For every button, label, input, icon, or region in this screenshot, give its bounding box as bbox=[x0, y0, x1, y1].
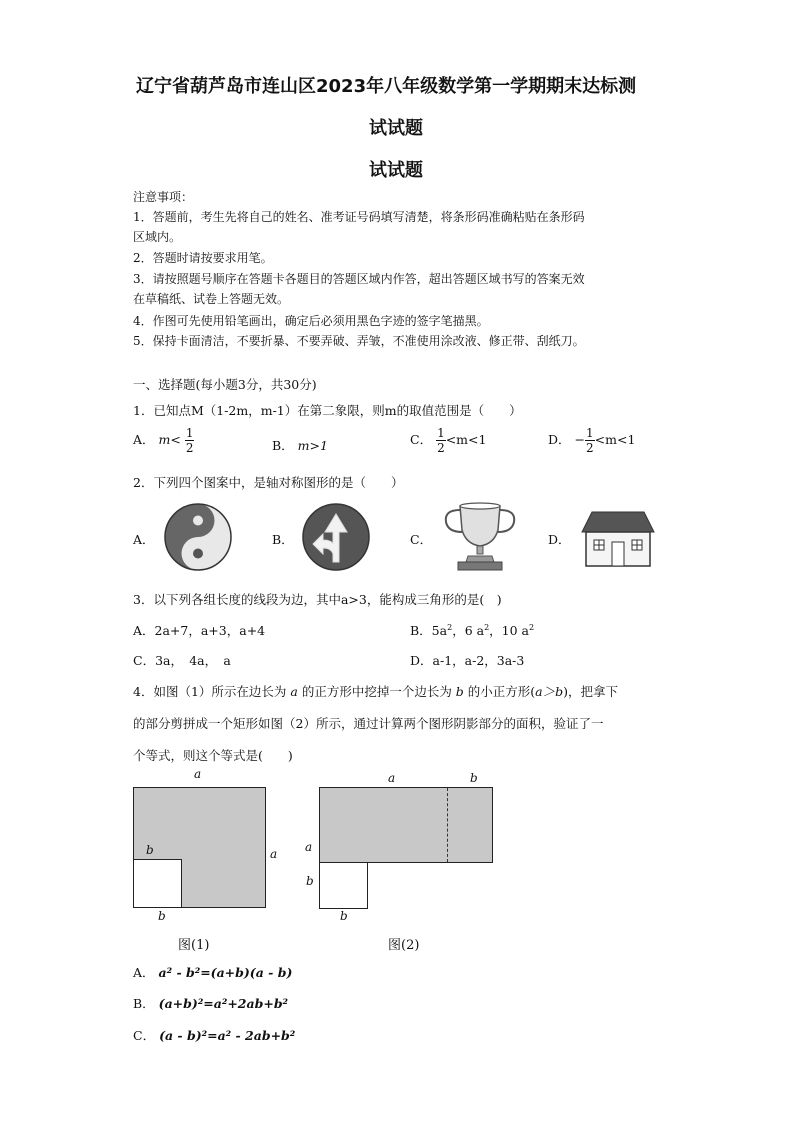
fig2-label-top-b: b bbox=[470, 771, 478, 785]
page-title: 辽宁省葫芦岛市连山区2023年八年级数学第一学期期末达标测 bbox=[136, 76, 637, 97]
q4-option-c: C． (a - b)²=a² - 2ab+b² bbox=[133, 1028, 296, 1043]
fraction: $\frac{1}{2}$ bbox=[586, 426, 594, 455]
q2-label-b: B． bbox=[272, 532, 294, 547]
fig1-inner-square bbox=[133, 859, 182, 908]
note-line: 2．答题时请按要求用笔。 bbox=[133, 251, 273, 265]
q2-label-c: C． bbox=[410, 532, 433, 547]
notes-heading: 注意事项： bbox=[133, 190, 194, 204]
fig2-rectangle bbox=[319, 787, 493, 863]
question-4-line1: 4．如图（1）所示在边长为 a 的正方形中挖掉一个边长为 b 的小正方形(a＞b)，把拿下 bbox=[133, 684, 619, 699]
q1-option-c: C． $\frac{1}{2}$ <m<1 bbox=[410, 426, 487, 455]
q3-option-a: A．2a+7，a+3，a+4 bbox=[133, 623, 266, 638]
section-heading: 一、选择题(每小题3分，共30分) bbox=[133, 377, 317, 392]
fig1-label-bottom: b bbox=[158, 909, 166, 923]
q2-label-d: D． bbox=[548, 532, 571, 547]
note-line: 在草稿纸、试卷上答题无效。 bbox=[133, 292, 290, 306]
note-line: 区域内。 bbox=[133, 230, 182, 244]
fig1-label-inner: b bbox=[146, 843, 154, 857]
fig2-caption: 图(2) bbox=[388, 938, 420, 953]
question-4-line2: 的部分剪拼成一个矩形如图（2）所示，通过计算两个图形阴影部分的面积，验证了一 bbox=[133, 716, 604, 731]
fig2-label-left-b: b bbox=[306, 874, 314, 888]
fig2-label-bottom: b bbox=[340, 909, 348, 923]
house-icon bbox=[578, 506, 658, 570]
fig2-dashed-divider bbox=[447, 788, 448, 862]
q4-option-b: B． (a+b)²=a²+2ab+b² bbox=[133, 996, 289, 1011]
note-line: 4．作图可先使用铅笔画出，确定后必须用黑色字迹的签字笔描黑。 bbox=[133, 314, 489, 328]
fig1-caption: 图(1) bbox=[178, 938, 210, 953]
page-title-line3: 试试题 bbox=[369, 160, 423, 181]
q2-label-a: A． bbox=[133, 532, 155, 547]
fraction: $\frac{1}{2}$ bbox=[437, 426, 445, 455]
question-1-stem: 1．已知点M（1-2m，m-1）在第二象限，则m的取值范围是（ ） bbox=[133, 403, 522, 418]
q4-option-a: A． a² - b²=(a+b)(a - b) bbox=[133, 965, 293, 980]
q1-option-d: D． − $\frac{1}{2}$ <m<1 bbox=[548, 426, 636, 455]
yin-yang-icon bbox=[163, 502, 233, 572]
q3-option-c: C．3a， 4a， a bbox=[133, 653, 231, 668]
note-line: 5．保持卡面清洁，不要折暴、不要弄破、弄皱，不准使用涂改液、修正带、刮纸刀。 bbox=[133, 334, 585, 348]
road-sign-icon bbox=[301, 502, 371, 572]
fig2-label-left-a: a bbox=[305, 840, 313, 854]
trophy-icon bbox=[440, 500, 520, 572]
note-line: 3．请按照题号顺序在答题卡各题目的答题区域内作答，超出答题区域书写的答案无效 bbox=[133, 272, 585, 286]
q1-option-a: A． m< $\frac{1}{2}$ bbox=[133, 426, 194, 455]
question-3-stem: 3．以下列各组长度的线段为边，其中a>3，能构成三角形的是( ) bbox=[133, 592, 502, 607]
fig1-label-right: a bbox=[270, 847, 278, 861]
page-title-line2: 试试题 bbox=[369, 118, 423, 139]
fig2-label-top-a: a bbox=[388, 771, 396, 785]
fig2-small-square bbox=[319, 862, 368, 909]
fraction: $\frac{1}{2}$ bbox=[185, 426, 194, 455]
question-2-stem: 2．下列四个图案中，是轴对称图形的是（ ） bbox=[133, 475, 404, 490]
question-4-line3: 个等式，则这个等式是( ) bbox=[133, 748, 293, 763]
q3-option-b: B．$5a^2$，6 $a^2$，10 $a^2$ bbox=[410, 622, 535, 638]
q3-option-d: D．a-1，a-2，3a-3 bbox=[410, 653, 525, 668]
q1-option-b: B． m>1 bbox=[272, 438, 328, 453]
fig1-label-top: a bbox=[194, 767, 202, 781]
note-line: 1．答题前，考生先将自己的姓名、准考证号码填写清楚，将条形码准确粘贴在条形码 bbox=[133, 210, 585, 224]
